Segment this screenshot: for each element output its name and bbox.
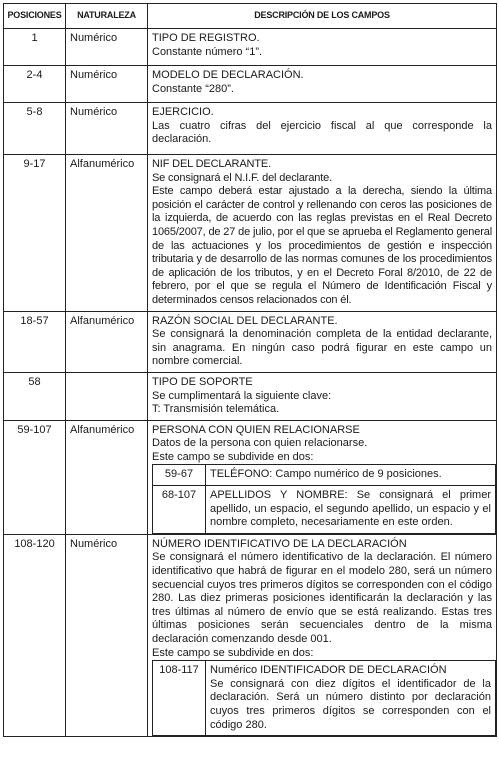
row-description — [148, 311, 497, 372]
header-descripcion: DESCRIPCIÓN DE LOS CAMPOS — [148, 4, 497, 29]
subfield-text: TELÉFONO: Campo numérico de 9 posiciones. — [206, 465, 496, 486]
row-description — [148, 372, 497, 420]
table-row — [4, 155, 497, 312]
row-description — [148, 534, 497, 736]
field-title: MODELO DE DECLARACIÓN. — [152, 69, 304, 81]
row-nature: Numérico — [66, 534, 148, 736]
field-title: PERSONA CON QUIEN RELACIONARSE — [152, 423, 360, 436]
subfield-text: APELLIDOS Y NOMBRE: Se consignará el primer apellido, un espacio, el segundo apellido, un espacio y el nombre completo, necesariamente en este orden. — [206, 486, 496, 534]
row-nature: Alfanumérico — [66, 155, 148, 312]
table-row — [4, 66, 497, 103]
header-naturaleza: NATURALEZA — [66, 4, 148, 29]
row-description — [148, 66, 497, 103]
subfield-text: Se consignará con diez dígitos el identificador de la declaración. Será un número distinto por declaración cuyos tres primeros dígitos se corresponden con el código 280. — [210, 677, 491, 731]
field-text: Se consignará el número identificativo de la declaración. El número identificativo que habrá de figurar en el modelo 280, será un número secuencial cuyos tres primeros dígitos se corresponden con el código 280. Las diez primeras posiciones identificarán la declaración y las tres últimas al número de envío que se está realizando. Estas tres últimas posiciones serán secuenciales dentro de la misma declaración comenzando desde 001. — [152, 551, 492, 645]
row-position: 18-57 — [4, 311, 66, 372]
field-text: Se consignará la denominación completa de la entidad declarante, sin anagrama. En ningún caso podrá figurar en este campo un nombre comercial. — [152, 328, 492, 368]
row-description — [148, 155, 497, 312]
field-text: Este campo se subdivide en dos: — [152, 450, 314, 463]
row-nature — [66, 372, 148, 420]
field-text: Las cuatro cifras del ejercicio fiscal al que corresponde la declaración. — [152, 119, 492, 146]
row-description — [148, 103, 497, 155]
table-header-row — [4, 4, 497, 29]
field-text: Datos de la persona con quien relacionarse. — [152, 437, 368, 450]
header-posiciones: POSICIONES — [4, 4, 66, 29]
table-row — [4, 29, 497, 66]
table-row — [4, 420, 497, 534]
subfield-row — [153, 465, 496, 486]
row-position: 58 — [4, 372, 66, 420]
row-position: 59-107 — [4, 420, 66, 534]
row-nature: Numérico — [66, 66, 148, 103]
field-text: T: Transmisión telemática. — [152, 403, 280, 416]
row-position: 108-120 — [4, 534, 66, 736]
subfield-position: 108-117 — [153, 661, 206, 736]
subfield-description — [206, 661, 496, 736]
field-text: Constante “280”. — [152, 82, 234, 95]
row-nature: Numérico — [66, 29, 148, 66]
subfields-table — [152, 660, 496, 736]
row-position: 5-8 — [4, 103, 66, 155]
subfield-position: 59-67 — [153, 465, 206, 486]
table-row — [4, 372, 497, 420]
field-title: TIPO DE SOPORTE — [152, 375, 253, 388]
field-text: Constante número “1”. — [152, 45, 263, 58]
document-page — [3, 3, 496, 737]
subfield-row — [153, 661, 496, 736]
field-text: Se cumplimentará la siguiente clave: — [152, 389, 332, 402]
field-text: Este campo se subdivide en dos: — [152, 646, 314, 659]
row-position: 1 — [4, 29, 66, 66]
row-position: 2-4 — [4, 66, 66, 103]
table-row — [4, 103, 497, 155]
row-description — [148, 29, 497, 66]
field-title: EJERCICIO. — [152, 106, 214, 118]
row-nature: Alfanumérico — [66, 311, 148, 372]
row-description — [148, 420, 497, 534]
subfield-row — [153, 486, 496, 534]
row-nature: Numérico — [66, 103, 148, 155]
subfield-position: 68-107 — [153, 486, 206, 534]
row-nature: Alfanumérico — [66, 420, 148, 534]
field-title: NÚMERO IDENTIFICATIVO DE LA DECLARACIÓN — [152, 537, 407, 550]
subfields-table — [152, 464, 496, 533]
field-text: Se consignará el N.I.F. del declarante. — [152, 171, 333, 184]
field-title: RAZÓN SOCIAL DEL DECLARANTE. — [152, 314, 338, 327]
row-position: 9-17 — [4, 155, 66, 312]
table-row — [4, 311, 497, 372]
fields-table — [3, 3, 497, 737]
field-text: Este campo deberá estar ajustado a la derecha, siendo la última posición el carácter de control y rellenando con ceros las posiciones de la izquierda, de acuerdo con las reglas previstas en el Real Decreto 1065/2007, de 27 de julio, por el que se aprueba el Reglamento general de las actuaciones y los procedimientos de gestión e inspección tributaria y de desarrollo de las normas comunes de los procedimientos de aplicación de los tributos, y en el Decreto Foral 8/2010, de 22 de febrero, por el que se regula el Número de Identificación Fiscal y determinados censos relacionados con él. — [152, 185, 492, 306]
field-title: TIPO DE REGISTRO. — [152, 32, 260, 44]
table-row — [4, 534, 497, 736]
field-title: NIF DEL DECLARANTE. — [152, 158, 271, 170]
subfield-title: Numérico IDENTIFICADOR DE DECLARACIÓN — [210, 664, 447, 677]
